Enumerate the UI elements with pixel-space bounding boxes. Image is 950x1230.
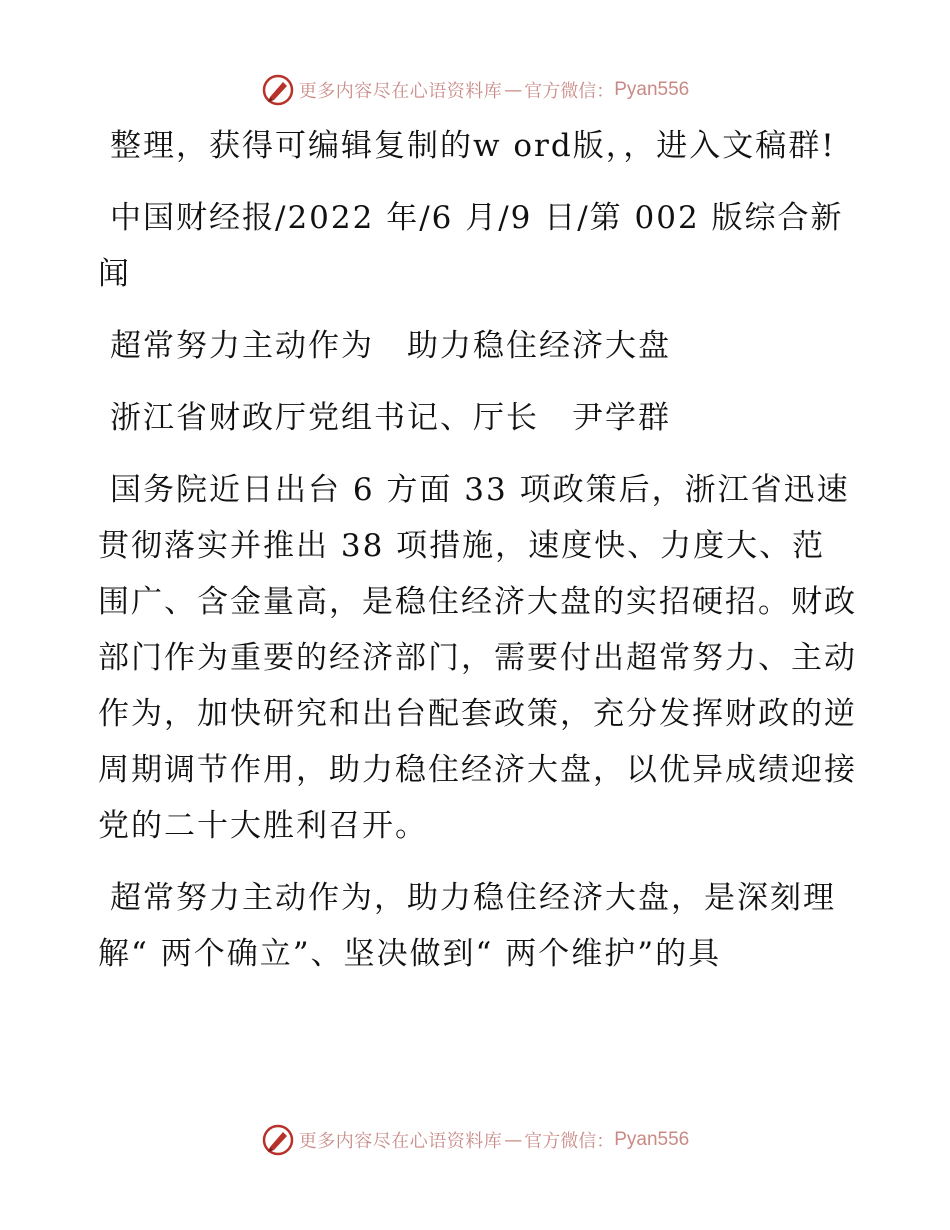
footer-watermark [0, 1122, 950, 1158]
document-body [98, 118, 858, 998]
body-paragraph: 国务院近日出台 6 方面 33 项政策后，浙江省迅速贯彻落实并推出 38 项措施，速度快、力度大、范围广、含金量高，是稳住经济大盘的实招硬招。财政部门作为重要的经济部门，需要付出超常努力、主动作为，加快研究和出台配套政策，充分发挥财政的逆周期调节作用，助力稳住经济大盘，以优异成绩迎接党的二十大胜利召开。 [98, 472, 857, 844]
watermark-separator: — [504, 79, 523, 101]
body-paragraph: 超常努力主动作为，助力稳住经济大盘，是深刻理解“ 两个确立”、坚决做到“ 两个维护”的具 [98, 880, 836, 972]
watermark-site-text: 更多内容尽在心语资料库 [298, 1131, 503, 1152]
watermark-site-text: 更多内容尽在心语资料库 [298, 81, 503, 102]
header-watermark [0, 72, 950, 108]
watermark-wechat-label: 官方微信： [524, 1131, 615, 1152]
watermark-wechat-label: 官方微信： [524, 81, 615, 102]
article-author: 浙江省财政厅党组书记、厅长 尹学群 [110, 400, 671, 436]
watermark-separator: — [504, 1129, 523, 1151]
watermark-handle: Pyan556 [614, 79, 690, 100]
intro-paragraph: 整理，获得可编辑复制的w ord版，，进入文稿群! [110, 128, 836, 164]
watermark-handle: Pyan556 [614, 1129, 690, 1150]
article-title: 超常努力主动作为 助力稳住经济大盘 [110, 328, 671, 364]
pen-logo-icon [261, 1123, 295, 1157]
pen-logo-icon [261, 73, 295, 107]
source-line: 中国财经报/2022 年/6 月/9 日/第 002 版综合新闻 [98, 200, 844, 292]
